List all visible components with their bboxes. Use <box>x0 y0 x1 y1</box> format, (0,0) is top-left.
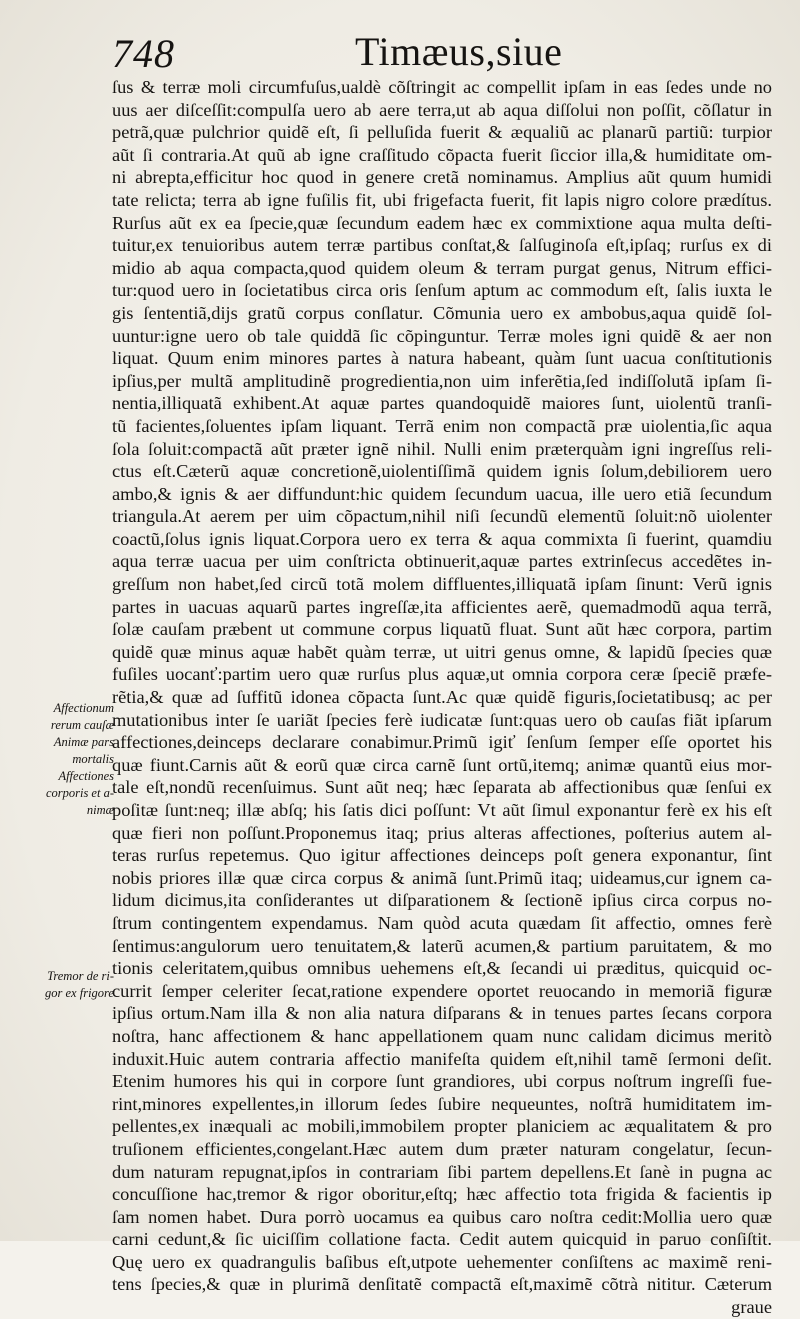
text-line: pellentes,ex inæquali ac mobili,immobilem propter planiciem ac æqualitatem & pro <box>112 1116 772 1137</box>
text-line: affectiones,deinceps declarare conabimur.Primũ igiť ſenſum ſemper eſſe oportet his <box>112 732 772 753</box>
text-line: ſus & terræ moli circumfuſus,ualdè cõſtringit ac compellit ipſam in eas ſedes unde no <box>112 77 772 97</box>
text-line: partes in uacuas aquarũ partes ingreſſæ,ita afficientes aerẽ, quemadmodũ aqua terrã, <box>112 596 772 617</box>
margin-note-tremor <box>22 968 114 1002</box>
text-line: teras rurſus repetemus. Quo igitur affectiones deinceps poſt genera exponantur, ſint <box>112 845 772 866</box>
margin-note-affectionum <box>22 700 114 819</box>
margin-note-line: corporis et a- <box>45 786 114 800</box>
running-title: Timæus,siue <box>355 29 563 74</box>
text-line: gis ſententiã,dijs gratũ corpus conſlatur. Cõmunia uero ex ambobus,aqua quidẽ ſol- <box>112 302 772 323</box>
text-line: uuntur:igne uero ob tale quiddã ſic cõpinguntur. Terræ moles igni quidẽ & aer non <box>112 325 772 346</box>
page-number: 748 <box>112 31 175 76</box>
margin-note-line: gor ex frigore <box>45 986 114 1000</box>
text-line: quæ fiunt.Carnis aũt & eorũ quæ circa carnẽ ſunt ortũ,itemq; animæ quantũ eius mor- <box>112 754 772 775</box>
text-line: currit ſemper celeriter ſecat,ratione expendere oportet reuocando in memoriã figuræ <box>112 980 772 1001</box>
margin-note-line: nimæ <box>86 803 114 817</box>
margin-note-line: Animæ pars <box>53 735 114 749</box>
text-line: rẽtia,& quæ ad ſuffitũ idonea cõpacta ſunt.Ac quæ quidẽ figuris,ſocietatibusq; ac per <box>112 687 772 708</box>
text-line: uus aer diſceſſit:compulſa uero ab aere terra,ut ab aqua diſſolui non poſſit, cõſlatur in <box>112 99 772 120</box>
text-line: tuitur,ex tenuioribus autem terræ partibus conſtat,& ſalſuginoſa eſt,ipſaq; rurſus ex di <box>112 235 772 256</box>
margin-note-line: Affectiones <box>58 769 114 783</box>
catchword: graue <box>731 1297 772 1318</box>
text-line: noſtra, hanc affectionem & hanc appellationem quam nunc calidam dicimus meritò <box>112 1025 772 1046</box>
text-line: truſionem efficientes,congelant.Hæc autem dum præter naturam congelatur, ſecun- <box>112 1138 772 1159</box>
main-text-block <box>112 76 772 1319</box>
text-line: tens ſpecies,& quæ in plurimã denſitatẽ compactã eſt,maximẽ cõtrà nititur. Cæterum <box>112 1274 772 1295</box>
text-line: ipſius,per multã amplitudinẽ progredientia,non uim inferẽtia,ſed indiſſolutã ipſam ſi- <box>112 370 772 391</box>
text-line: nentia,illiquatã exhibent.At aquæ partes quandoquidẽ maiores ſunt, uiolentũ tranſi- <box>112 393 772 414</box>
text-line: ſentimus:angulorum uero tenuitatem,& laterũ acumen,& partium paruitatem, & mo <box>112 935 772 956</box>
text-line: ambo,& ignis & aer diffundunt:hic quidem ſecundum uacua, ille uero etiã ſecundum <box>112 483 772 504</box>
margin-note-line: Affectionum <box>53 701 114 715</box>
text-line: carni cedunt,& ſic uiciſſim collatione facta. Cedit autem quicquid in paruo conſiſtit. <box>112 1229 772 1250</box>
text-line: rint,minores expellentes,in illorum ſedes ſubire nequeuntes, noſtrã humiditatem im- <box>112 1093 772 1114</box>
text-line: lidum dicimus,ita conſiderantes ut diſparationem & ſectionẽ ipſius circa corpus no- <box>112 890 772 911</box>
text-line: midio ab aqua compacta,quod quidem oleum & terram purgat genus, Nitrum effici- <box>112 257 772 278</box>
page-header <box>0 26 800 82</box>
margin-note-line: mortalis <box>72 752 114 766</box>
text-line: aũt ſi contraria.At quũ ab igne craſſitudo cõpacta fuerit ſiccior illa,& humiditate om- <box>112 144 772 165</box>
text-line: Quę uero ex quadrangulis baſibus eſt,utpote uehementer conſiſtens ac maximẽ reni- <box>112 1251 772 1272</box>
text-line: dum naturam repugnat,ipſos in contrariam ſibi partem depellens.Et ſanè in pugna ac <box>112 1161 772 1182</box>
text-line: triangula.At aerem per uim cõpactum,nihil niſi ſecundũ elementũ ſoluit:nõ uiolenter <box>112 506 772 527</box>
text-line: tate relicta; terra ab igne fuſilis fit, ubi frigefacta fuerit, fit lapis nigro colore prædítus. <box>112 189 772 210</box>
text-line: liquat. Quum enim minores partes à natura habeant, quàm ſunt uacua conſtitutionis <box>112 348 772 369</box>
text-line: ſam nomen habet. Dura porrò uocamus ea quibus caro noſtra cedit:Mollia uero quæ <box>112 1206 772 1227</box>
text-line: petrã,quæ pulchrior quidẽ eſt, ſi pelluſida fuerit & æqualiũ ac planarũ partiũ: turpior <box>112 122 772 143</box>
text-line: tionis celeritatem,quibus omnibus uehemens eſt,& ſecandi ui præditus, quicquid oc- <box>112 958 772 979</box>
text-line: coactũ,ſolus ignis liquat.Corpora uero ex terra & aqua commixta ſi fuerint, quamdiu <box>112 528 772 549</box>
margin-note-line: rerum cauſæ <box>50 718 114 732</box>
text-line: nobis priores illæ quæ circa corpus & animã ſunt.Primũ itaq; uideamus,cur ignem ca- <box>112 867 772 888</box>
text-line: tale eſt,nondũ recenſuimus. Sunt aũt neq; hæc ſeparata ab affectionibus quæ ſenſui ex <box>112 777 772 798</box>
text-line: poſitæ ſunt:neq; illæ abſq; his ſatis dici poſſunt: Vt aũt ſimul exponantur ferè ex his eſt <box>112 800 772 820</box>
text-line: Rurſus aũt ex ea ſpecie,quæ ſecundum eadem hæc ex commixtione aqua multa deſti- <box>112 212 772 233</box>
text-line: ſola ſoluit:compactã aũt præter ignẽ nihil. Nulli enim præterquàm igni ingreſſus reli- <box>112 438 772 459</box>
text-line: Etenim humores his qui in corpore ſunt grandiores, ubi corpus noſtrum ingreſſi fue- <box>112 1071 772 1092</box>
text-line: ſtrum contingentem expendamus. Nam quòd acuta quædam ſit affectio, omnes ferè <box>112 912 772 933</box>
text-line: ni abrepta,efficitur hoc quod in genere cretã nominamus. Amplius aũt quum humidi <box>112 167 772 188</box>
text-line: quæ fieri non poſſunt.Proponemus itaq; prius alteras affectiones, poſterius autem al- <box>112 822 772 843</box>
text-line: tũ facientes,ſoluentes ipſam liquant. Terrã enim non compactã præ uiolentia,ſic aqua <box>112 415 772 436</box>
text-line: fuſiles uocanť:partim uero quæ rurſus plus aquæ,ut omnia corpora ceræ ſpeciẽ præfe- <box>112 664 772 685</box>
text-line: concuſſione hac,tremor & rigor oboritur,eſtq; hæc affectio tota frigida & facientis ip <box>112 1184 772 1205</box>
text-line: induxit.Huic autem contraria affectio manifeſta quidem eſt,nihil tamẽ ſermoni deſit. <box>112 1048 772 1069</box>
margin-note-line: Tremor de ri- <box>47 969 114 983</box>
text-line: tur:quod uero in ſocietatibus circa oris ſenſum aptum ac commodum eſt, ſalis iuxta le <box>112 280 772 301</box>
text-line: greſſum non habet,ſed circũ totã molem diffluentes,illiquatã ipſam ſinunt: Verũ ignis <box>112 574 772 595</box>
text-line: quidẽ quæ minus aquæ habẽt quàm terræ, ut uitri genus omne, & lapidũ ſpecies quæ <box>112 641 772 662</box>
text-line: aqua terræ uacua per uim conſtricta obtinuerit,aquæ partes extrinſecus accedẽtes in- <box>112 551 772 572</box>
text-line: mutationibus inter ſe uariãt ſpecies ferè iudicatæ ſunt:quas uero ob cauſas fiãt ipſarum <box>112 709 772 730</box>
text-line: ipſius ortum.Nam illa & non alia natura diſparans & in tenues partes ſecans corpora <box>112 1003 772 1024</box>
text-line: ſolæ cauſam præbent ut commune corpus liquatũ fluat. Sunt aũt hæc corpora, partim <box>112 619 772 640</box>
text-line: ctus eſt.Cæterũ aquæ concretionẽ,uiolentiſſimã quidem ignis ſolum,debiliorem uero <box>112 461 772 482</box>
